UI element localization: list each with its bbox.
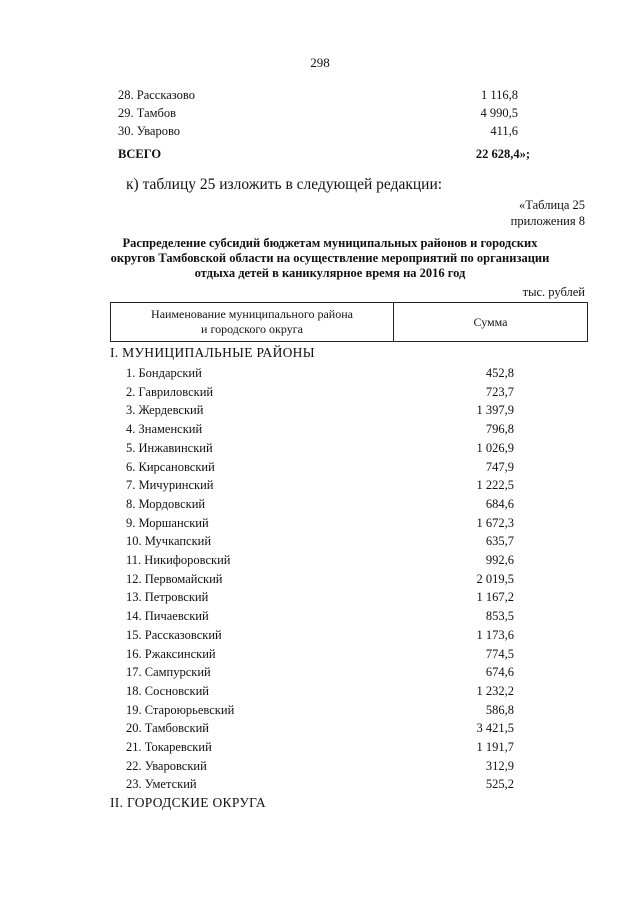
annex-reference xyxy=(511,197,585,229)
section-heading-districts: I. МУНИЦИПАЛЬНЫЕ РАЙОНЫ xyxy=(110,345,315,360)
table-header xyxy=(110,302,588,342)
district-name: 4. Знаменский xyxy=(126,422,203,437)
district-name: 12. Первомайский xyxy=(126,571,223,586)
district-name: 22. Уваровский xyxy=(126,758,207,773)
district-name: 17. Сампурский xyxy=(126,665,211,680)
table-row xyxy=(0,775,640,793)
row-value: 1 116,8 xyxy=(480,88,518,102)
district-value: 1 191,7 xyxy=(476,740,514,754)
table-title: Распределение субсидий бюджетам муниципальных районов и городских округов Тамбовской области на осуществление мероприятий по организации отдыха детей в каникулярное время на 2016 год xyxy=(110,236,550,280)
district-value: 525,2 xyxy=(485,777,514,792)
table-row xyxy=(0,682,640,700)
total-value: 22 628,4»; xyxy=(475,147,530,161)
table-row xyxy=(0,551,640,569)
header-name-line-1: Наименование муниципального района xyxy=(151,307,353,321)
district-name: 3. Жердевский xyxy=(126,403,204,418)
table-row xyxy=(0,476,640,494)
table-row xyxy=(0,458,640,476)
section-heading-city-districts: II. ГОРОДСКИЕ ОКРУГА xyxy=(110,795,266,810)
table-row xyxy=(0,420,640,438)
district-value: 853,5 xyxy=(485,609,514,624)
district-name: 1. Бондарский xyxy=(126,366,202,380)
table-row xyxy=(0,514,640,532)
district-value: 1 222,5 xyxy=(476,478,514,493)
table-row xyxy=(0,626,640,644)
table-row xyxy=(0,495,640,513)
district-name: 15. Рассказовский xyxy=(126,627,222,642)
total-label: ВСЕГО xyxy=(118,147,162,161)
table-row xyxy=(0,738,640,756)
district-name: 20. Тамбовский xyxy=(126,721,209,736)
district-value: 992,6 xyxy=(485,553,514,567)
district-value: 1 173,6 xyxy=(476,627,514,642)
row-value: 4 990,5 xyxy=(480,106,518,120)
district-name: 10. Мучкапский xyxy=(126,534,212,549)
district-name: 18. Сосновский xyxy=(126,683,209,698)
row-name: 30. Уварово xyxy=(118,124,181,138)
district-value: 312,9 xyxy=(485,758,514,773)
district-name: 11. Никифоровский xyxy=(126,553,231,567)
district-value: 452,8 xyxy=(485,366,514,380)
district-name: 8. Мордовский xyxy=(126,496,206,511)
district-value: 723,7 xyxy=(485,384,514,399)
district-value: 1 672,3 xyxy=(476,515,514,530)
table-row xyxy=(0,401,640,419)
district-value: 684,6 xyxy=(485,496,514,511)
table-row xyxy=(0,757,640,775)
total-row xyxy=(0,145,640,163)
table-row xyxy=(0,701,640,719)
district-name: 16. Ржаксинский xyxy=(126,646,216,661)
table-row xyxy=(0,570,640,588)
table-row xyxy=(0,383,640,401)
annex-line-1: «Таблица 25 xyxy=(519,198,585,212)
district-value: 774,5 xyxy=(485,646,514,661)
row-value: 411,6 xyxy=(490,124,518,138)
table-row xyxy=(0,104,640,122)
table-row xyxy=(0,86,640,104)
table-row xyxy=(0,663,640,681)
table-row xyxy=(0,364,640,382)
district-value: 635,7 xyxy=(485,534,514,549)
table-row xyxy=(0,719,640,737)
district-value: 1 167,2 xyxy=(476,590,514,605)
annex-line-2: приложения 8 xyxy=(510,214,585,228)
district-name: 7. Мичуринский xyxy=(126,478,214,493)
header-name-column xyxy=(111,303,394,342)
table-row xyxy=(0,122,640,140)
district-value: 586,8 xyxy=(485,702,514,717)
district-value: 1 397,9 xyxy=(476,403,514,418)
header-name-line-2: и городского округа xyxy=(201,322,303,336)
table-row xyxy=(0,645,640,663)
district-name: 6. Кирсановский xyxy=(126,459,215,474)
page-number: 298 xyxy=(310,55,330,70)
row-name: 29. Тамбов xyxy=(118,106,177,120)
district-name: 13. Петровский xyxy=(126,590,209,605)
district-name: 23. Уметский xyxy=(126,777,197,792)
table-row xyxy=(0,607,640,625)
district-name: 5. Инжавинский xyxy=(126,440,213,455)
district-name: 9. Моршанский xyxy=(126,515,209,530)
district-value: 796,8 xyxy=(485,422,514,437)
district-value: 2 019,5 xyxy=(476,571,514,586)
district-value: 1 026,9 xyxy=(476,440,514,455)
district-name: 19. Староюрьевский xyxy=(126,702,235,717)
table-row xyxy=(0,532,640,550)
table-row xyxy=(0,439,640,457)
district-value: 1 232,2 xyxy=(476,683,514,698)
instruction-text: к) таблицу 25 изложить в следующей редакции: xyxy=(126,176,443,193)
district-value: 674,6 xyxy=(485,665,514,680)
table-row xyxy=(0,588,640,606)
row-name: 28. Рассказово xyxy=(118,88,195,102)
district-value: 3 421,5 xyxy=(476,721,514,736)
district-name: 14. Пичаевский xyxy=(126,609,209,624)
district-value: 747,9 xyxy=(485,459,514,474)
header-sum-column: Сумма xyxy=(394,303,588,342)
district-name: 21. Токаревский xyxy=(126,740,212,754)
units-label: тыс. рублей xyxy=(522,285,585,299)
district-name: 2. Гавриловский xyxy=(126,384,214,399)
